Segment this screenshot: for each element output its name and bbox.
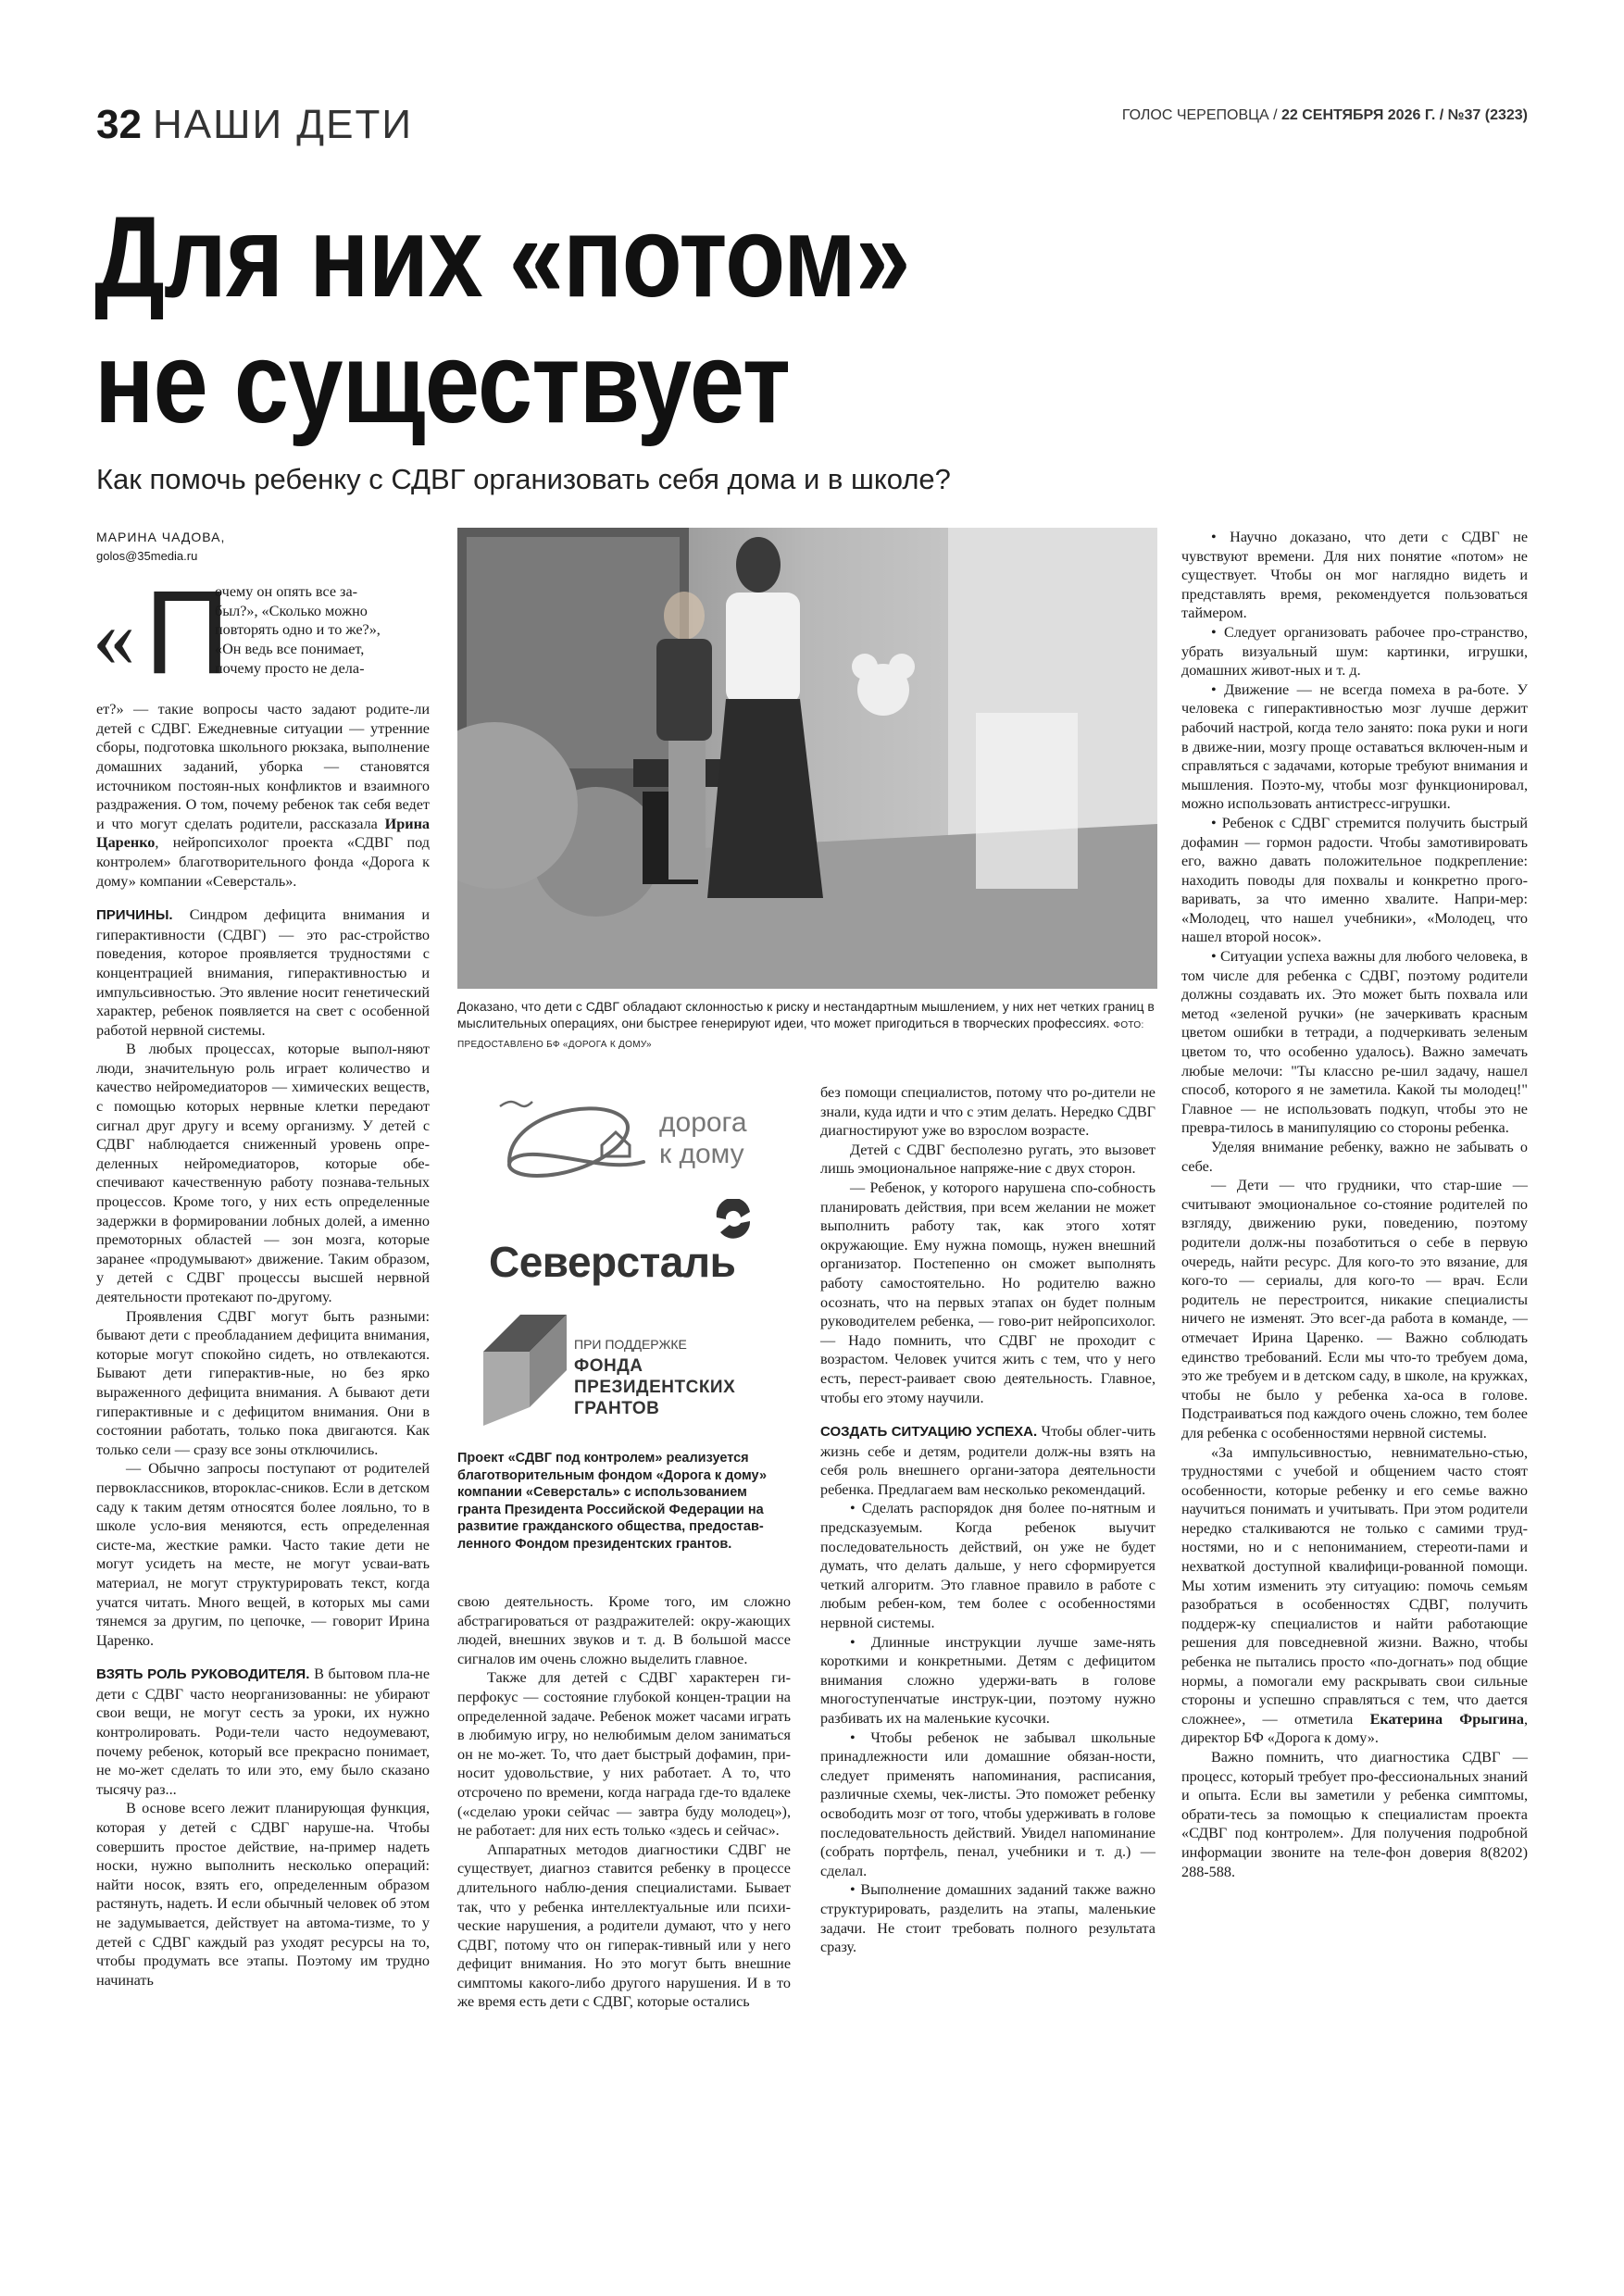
- drop-quote-mark: «: [93, 590, 135, 685]
- headline-line-2: не существует: [94, 319, 791, 447]
- photo-credit: ФОТО: ПРЕДОСТАВЛЕНО БФ «ДОРОГА К ДОМУ»: [457, 1020, 1144, 1050]
- publication-name: ГОЛОС ЧЕРЕПОВЦА: [1121, 107, 1269, 123]
- list-item: • Научно доказано, что дети с СДВГ не чувствуют времени. Для них понятие «потом» не существует. Чтобы он мог наглядно видеть и представлять время, рекомендуется пользоваться таймером.: [1181, 529, 1528, 622]
- list-item: • Длинные инструкции лучше заме-нять короткими и конкретными. Детям с дефицитом внимания сложно удержи-вать в голове многоступенчатые инструк-ции, поэтому нужно разбивать их на маленькие кусочки.: [820, 1633, 1156, 1727]
- grant-line-1: ФОНДА: [574, 1356, 643, 1376]
- grant-line-2: ПРЕЗИДЕНТСКИХ: [574, 1378, 736, 1397]
- paragraph: Важно помнить, что диагностика СДВГ — процесс, который требует про-фессиональных знаний и опыта. Если вы заметили у ребенка симптомы, обрати-тесь за помощью к специалистам проекта «СДВГ под контролем». Для получения подробной информации звоните на теле-фон доверия 8(8202) 288-588.: [1181, 1749, 1528, 1880]
- page-number: 32: [96, 102, 142, 147]
- section-heading-causes: ПРИЧИНЫ.: [96, 907, 173, 924]
- leader-paragraph: [96, 1665, 430, 1799]
- section-title: НАШИ ДЕТИ: [153, 102, 413, 147]
- photo-caption: [457, 998, 1157, 1054]
- column-4: [1181, 528, 1528, 1881]
- expert-name: Ирина Царенко: [96, 815, 430, 852]
- masthead: ГОЛОС ЧЕРЕПОВЦА / 22 СЕНТЯБРЯ 2026 Г. / №37 (2323): [1121, 107, 1528, 123]
- dorogak-logo-text: [659, 1107, 747, 1170]
- project-note: Проект «СДВГ под контролем» реализуется благотворительным фондом «Дорога к дому» компании «Северсталь» с использованием гранта Президента Российской Федерации на развитие гражданского общества, предостав-ленного Фондом президентских грантов.: [457, 1451, 768, 1552]
- lead-paragraph: [96, 700, 430, 891]
- paragraph: свою деятельность. Кроме того, им сложно абстрагироваться от раздражителей: окру-жающих людей, внешних звуков и т. д. В большой массе сигналов им очень сложно выделить главное.: [457, 1593, 791, 1667]
- headline: [94, 194, 1249, 446]
- list-item: • Выполнение домашних заданий также важно структурировать, разделить на этапы, маленькие задачи. Не стоит требовать полного результата сразу.: [820, 1881, 1156, 1956]
- list-item: • Ребенок с СДВГ стремится получить быстрый дофамин — гормон радости. Чтобы замотивировать его, важно давать положительное подкрепление: находить поводы для похвалы и конкретно прого-варивать, за что именно хвалите. Напри-мер: «Молодец, что нашел учебники», «Молодец, что нашел второй носок».: [1181, 814, 1528, 946]
- column-2: [457, 1592, 791, 2012]
- dorogak-line-2: к дому: [659, 1139, 744, 1169]
- list-item: • Движение — не всегда помеха в ра-боте. У человека с гиперактивностью мозг лучше держит рабочий настрой, когда тело занято: пока руки и ноги в движе-нии, мозгу проще оставаться включен-ным и справляться с задачами, которые требуют внимания и мышления. Поэто-му, чтобы мозг функционировал, можно использовать антистресс-игрушки.: [1181, 680, 1528, 813]
- section-heading-leader: ВЗЯТЬ РОЛЬ РУКОВОДИТЕЛЯ.: [96, 1666, 310, 1683]
- grant-line-3: ГРАНТОВ: [574, 1399, 660, 1418]
- paragraph: Аппаратных методов диагностики СДВГ не существует, диагноз ставится ребенку в процессе длительного наблю-дения специалистами. Бывает так, что у ребенка интеллектуальные или психи-ческие нарушения, а родители думают, что у него СДВГ, потому что он гиперак-тивный или у него дефицит внимания. Но это могут быть внешние симптомы какого-либо другого нарушения. И в то же время есть дети с СДВГ, которые остались: [457, 1841, 791, 2011]
- list-item: • Следует организовать рабочее про-странство, убрать визуальный шум: картинки, игрушки, домашних живот-ных и т. д.: [1181, 623, 1528, 680]
- lead-line: почему просто не дела-: [215, 659, 365, 677]
- paragraph: Проявления СДВГ могут быть разными: бывают дети с преобладанием дефицита внимания, которые могут спокойно сидеть, но отвлекаются. Бывают дети гиперактив-ные, но без ярко выраженного дефицита внимания. А бывают дети гиперактивные и с дефицитом внимания. Они в состоянии работать, только пока двигаются. Как только сели — сразу все зоны отключились.: [96, 1307, 430, 1458]
- lead-lines: [215, 582, 430, 678]
- grant-support-label: ПРИ ПОДДЕРЖКЕ: [574, 1337, 687, 1352]
- paragraph: В основе всего лежит планирующая функция, которая у детей с СДВГ наруше-на. Чтобы совершить простое действие, на-пример надеть носки, нужно выполнить несколько операций: найти носок, взять его, определенным образом растянуть, надеть. И если обычный человек об этом не задумывается, действует на автома-тизме, то у детей с СДВГ каждый раз уходят ресурсы на то, чтобы продумать все этапы. Поэтому им трудно начинать: [96, 1800, 430, 1989]
- severstal-logo-icon: [713, 1199, 754, 1240]
- success-text: Чтобы облег-чить жизнь себе и детям, родители долж-ны взять на себя роль внешнего органи-затора деятельности ребенка. Предлагаем вам несколько рекомендаций.: [820, 1423, 1156, 1498]
- lead-text-tail: , нейропсихолог проекта «СДВГ под контролем» благотворительного фонда «Дорога к дому» компании «Северсталь».: [96, 834, 430, 890]
- paragraph: без помощи специалистов, потому что ро-дители не знали, куда идти и что с этим делать. Нередко СДВГ диагностируют уже во взрослом возрасте.: [820, 1084, 1156, 1140]
- lead-text: ет?» — такие вопросы часто задают родите-ли детей с СДВГ. Ежедневные ситуации — утренние сборы, подготовка школьного рюкзака, выполнение домашних заданий, уборка — становятся источником постоян-ных конфликтов и взаимного раздражения. О том, почему ребенок так себя ведет и что могут сделать родители, рассказала: [96, 701, 430, 832]
- caption-text: Доказано, что дети с СДВГ обладают склонностью к риску и нестандартным мышлением, у них нет четких границ в мыслительных операциях, они быстрее генерируют идеи, что может пригодиться в творческих профессиях.: [457, 999, 1155, 1030]
- dorogak-line-1: дорога: [659, 1107, 747, 1138]
- article-photo: [457, 528, 1157, 989]
- paragraph: — Ребенок, у которого нарушена спо-собность планировать действия, при всем желании не может выполнить работу так, как этого хотят окружающие. Ему нужна помощь, нужен внешний организатор. Постепенно он сможет выполнять работу самостоятельно. Но родителю важно осознать, что на первых этапах он будет полным руководителем ребенка, — гово-рит нейропсихолог. — Надо помнить, что СДВГ не проходит с возрастом. Человек учится жить с тем, что у него есть, перест-раивает свою деятельность. Главное, чтобы его этому научили.: [820, 1179, 1156, 1406]
- paragraph: В любых процессах, которые выпол-няют люди, значительную роль играет количество и качество нейромедиаторов — химических веществ, с помощью которых нервные клетки передают сигнал друг другу и всему организму. У детей с СДВГ наблюдается сниженный уровень опре-деленных нейромедиаторов, которые обе-спечивают качественную работу познава-тельных процессов. Кроме того, у них есть определенные задержки в формировании лобных долей, а именно премоторных областей — зон мозга, которые заранее «продумывают» движение. Таким образом, у детей с СДВГ процессы высшей нервной деятельности протекают по-другому.: [96, 1041, 430, 1305]
- success-paragraph: [820, 1422, 1156, 1499]
- photo-illustration: [457, 528, 1157, 989]
- paragraph: Детей с СДВГ бесполезно ругать, это вызовет лишь эмоциональное напряже-ние с двух сторон.: [820, 1141, 1156, 1178]
- author-email: golos@35media.ru: [96, 548, 198, 563]
- causes-paragraph: [96, 905, 430, 1040]
- lead-line: «Он ведь все понимает,: [215, 640, 365, 657]
- director-name: Екатерина Фрыгина: [1369, 1710, 1524, 1728]
- headline-line-1: Для них «потом»: [94, 193, 910, 321]
- quote-text: «За импульсивностью, невнимательно-стью, трудностями с учебой и общением часто стоят особенности, которые ребенку и его семье важно научиться понимать и учитывать. При этом родители нередко сталкиваются не только с самими труд-ностями, но и с непониманием, стереоти-пами и нехваткой доступной квалифици-рованной помощи. Мы хотим изменить эту ситуацию: помочь семьям разобраться в особенностях СДВГ, получить поддерж-ку специалистов и найти работающие решения для повседневной жизни. Важно, чтобы ребенка не пытались просто «по-догнать» под общие нормы, а помогали ему раскрывать свои сильные стороны и успешно справляться с тем, что дается сложнее», — отметила: [1181, 1443, 1528, 1728]
- causes-text: Синдром дефицита внимания и гиперактивности (СДВГ) — это рас-стройство поведения, которое проявляется трудностями с концентрацией внимания, гиперактивностью и импульсивностью. Это явление носит генетический характер, ребенок появляется на свет с особенной работой нервной системы.: [96, 906, 430, 1039]
- issue-date: 22 СЕНТЯБРЯ 2026 Г. / №37 (2323): [1280, 107, 1528, 123]
- paragraph: Уделяя внимание ребенку, важно не забывать о себе.: [1181, 1139, 1528, 1175]
- list-item: • Ситуации успеха важны для любого человека, в том числе для ребенка с СДВГ, поэтому родители должны создавать их. Это может быть похвала или метод «зеленой ручки» (не зачеркивать красным цветом ошибки в тетради, а подчеркивать зеленым цветом то, что особенно удалось). Важно замечать любые мелочи: "Ты классно ре-шил задачу, нашел способ, которого я не заметила. Какой ты молодец!" Главное — не использовать подкуп, чтобы это не превра-тилось в манипуляцию со стороны ребенка.: [1181, 948, 1528, 1137]
- presidential-grants-logo-icon: [483, 1315, 567, 1426]
- list-item: • Чтобы ребенок не забывал школьные принадлежности или домашние обязан-ности, следует применять напоминания, расписания, различные схемы, чек-листы. Это поможет ребенку освободить мозг от того, чтобы удерживать в голове последовательность действий. Увидел напоминание (собрать портфель, пенал, учебники и т. д.) — сделал.: [820, 1728, 1156, 1879]
- leader-text: В бытовом пла-не дети с СДВГ часто неорганизованны: не убирают свои вещи, не могут сесть за уроки, их нужно контролировать. Роди-тели часто недоумевают, почему ребенок, который все прекрасно понимает, не мо-жет сделать то или это, ему было сказано тысячу раз...: [96, 1666, 431, 1798]
- column-3: [820, 1083, 1156, 1957]
- lead-line: очему он опять все за-: [215, 583, 358, 601]
- list-item: • Сделать распорядок дня более по-нятным и предсказуемым. Когда ребенок выучит последовательность действий, он уже не будет думать, что делать дальше, у него сформируется четкий алгоритм. Это главное правило в работе с любым ребен-ком, тем более с особенностями нервной системы.: [820, 1500, 1156, 1632]
- paragraph: — Обычно запросы поступают от родителей первоклассников, второклас-сников. Если в детском саду к таким детям относятся более лояльно, то в школе усло-вия меняются, есть определенная систе-ма, жесткие рамки. Часто такие дети не могут усидеть на месте, не могут усваи-вать материал, не могут структурировать текст, когда учатся читать. Много вещей, в которых мы сами тянемся за другим, по цепочке, — говорит Ирина Царенко.: [96, 1460, 430, 1649]
- lead-block: [93, 567, 430, 700]
- quote-paragraph: [1181, 1443, 1528, 1749]
- paragraph: Также для детей с СДВГ характерен ги-перфокус — состояние глубокой концен-трации на определенной задаче. Ребенок может часами играть в любимую игру, но нелюбимым делом заниматься он не мо-жет. То, что дает быстрый дофамин, при-носит удовольствие, у них работает. А то, что отсрочено по времени, когда награда где-то вдалеке («сделаю уроки сейчас — завтра буду молодец»), не работает: для них есть только «здесь и сейчас».: [457, 1669, 791, 1840]
- severstal-logo-text: Северсталь: [489, 1238, 736, 1286]
- subheadline: Как помочь ребенку с СДВГ организовать себя дома и в школе?: [96, 463, 951, 495]
- section-heading-success: СОЗДАТЬ СИТУАЦИЮ УСПЕХА.: [820, 1424, 1038, 1441]
- paragraph: — Дети — что грудники, что стар-шие — считывают эмоциональное со-стояние родителей по взгляду, движению руки, поведению, поэтому родители долж-ны позаботиться о себе в первую очередь, найти ресурс. Для кого-то это вязание, для кого-то — сериалы, для кого-то — врач. Если родитель не перестроится, никакие специалисты ничего не изменят. Это всег-да работа в команде, — отмечает Ирина Царенко. — Важно соблюдать единство требований. Если мы что-то требуем дома, это же требуем и в детском саду, в школе, на кружках, чтобы не было у ребенка ха-оса в голове. Подстраиваться под каждого очень сложно, тем более для ребенка с особенностями нервной системы.: [1181, 1177, 1528, 1441]
- column-1: [93, 528, 431, 1990]
- lead-line: был?», «Сколько можно: [215, 602, 368, 619]
- lead-line: повторять одно и то же?»,: [215, 621, 381, 639]
- quote-tail: , директор БФ «Дорога к дому».: [1181, 1710, 1528, 1747]
- drop-cap: П: [144, 567, 230, 700]
- grant-fund-name: [574, 1355, 735, 1419]
- author-name: МАРИНА ЧАДОВА,: [96, 530, 226, 544]
